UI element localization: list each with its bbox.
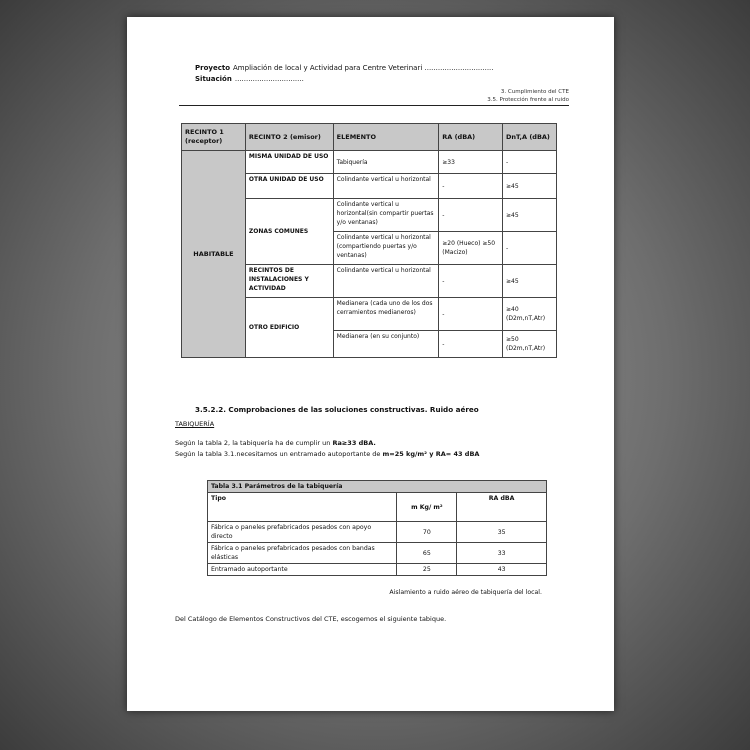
ra-cell: - [439, 298, 503, 331]
subsection-title: TABIQUERÍA [175, 420, 215, 428]
col-header-ra: RA (dBA) [439, 124, 503, 151]
dnt-cell: - [503, 151, 557, 174]
ra-cell: - [439, 265, 503, 298]
ra-cell: - [439, 331, 503, 358]
dnt-cell: ≥50 (D2m,nT,Atr) [503, 331, 557, 358]
tipo-cell: Entramado autoportante [208, 564, 397, 576]
situacion-value: ............................... [234, 75, 304, 83]
paragraph-bold: Ra≥33 dBA. [332, 439, 376, 447]
paragraph-requirement [175, 439, 376, 447]
proyecto-label: Proyecto [195, 64, 231, 72]
paragraph-bold: m=25 kg/m² y RA= 43 dBA [382, 450, 480, 458]
receptor-cell: HABITABLE [182, 151, 246, 358]
situacion-label: Situación [195, 75, 232, 83]
col-header-ra: RA dBA [457, 493, 547, 522]
section-header [487, 88, 569, 104]
col-header-recinto2: RECINTO 2 (emisor) [245, 124, 333, 151]
paragraph-text: Según la tabla 3.1.necesitamos un entramado autoportante de [175, 450, 383, 458]
subsection-label: 3.5. Protección frente al ruido [487, 97, 569, 103]
ra-cell: 35 [457, 522, 547, 543]
parameters-table [207, 480, 547, 576]
ra-cell: - [439, 174, 503, 199]
tipo-cell: Fábrica o paneles prefabricados pesados con apoyo directo [208, 522, 397, 543]
dnt-cell: ≥45 [503, 265, 557, 298]
ra-cell: - [439, 199, 503, 232]
emisor-cell: OTRA UNIDAD DE USO [245, 174, 333, 199]
col-header-recinto1: RECINTO 1 (receptor) [182, 124, 246, 151]
tipo-cell: Fábrica o paneles prefabricados pesados con bandas elásticas [208, 543, 397, 564]
header-rule [179, 105, 569, 106]
emisor-cell: ZONAS COMUNES [245, 199, 333, 265]
section-label: 3. Cumplimiento del CTE [500, 89, 569, 95]
ra-cell: 33 [457, 543, 547, 564]
table-row [208, 564, 547, 576]
table-footnote: Aislamiento a ruido aéreo de tabiquería del local. [389, 589, 542, 596]
m-cell: 25 [397, 564, 457, 576]
emisor-cell: MISMA UNIDAD DE USO [245, 151, 333, 174]
elemento-cell: Colindante vertical u horizontal [333, 174, 439, 199]
m-cell: 65 [397, 543, 457, 564]
ra-cell: ≥20 (Hueco) ≥50 (Macizo) [439, 232, 503, 265]
elemento-cell: Colindante vertical u horizontal [333, 265, 439, 298]
requirements-table [181, 123, 557, 358]
table-row [182, 151, 557, 174]
dnt-cell: ≥40 (D2m,nT,Atr) [503, 298, 557, 331]
elemento-cell: Colindante vertical u horizontal (compartiendo puertas y/o ventanas) [333, 232, 439, 265]
project-header [195, 63, 494, 85]
m-cell: 70 [397, 522, 457, 543]
col-header-m: m Kg/ m² [397, 493, 457, 522]
elemento-cell: Medianera (cada uno de los dos cerramientos medianeros) [333, 298, 439, 331]
col-header-dnt: DnT,A (dBA) [503, 124, 557, 151]
paragraph-text: Según la tabla 2, la tabiquería ha de cumplir un [175, 439, 333, 447]
section-title: 3.5.2.2. Comprobaciones de las soluciones constructivas. Ruido aéreo [195, 405, 479, 414]
table-row [208, 543, 547, 564]
table-caption: Tabla 3.1 Parámetros de la tabiquería [208, 481, 547, 493]
col-header-tipo: Tipo [208, 493, 397, 522]
elemento-cell: Medianera (en su conjunto) [333, 331, 439, 358]
dnt-cell: - [503, 232, 557, 265]
col-header-elemento: ELEMENTO [333, 124, 439, 151]
ra-cell: ≥33 [439, 151, 503, 174]
proyecto-value: Ampliación de local y Actividad para Centre Veterinari ............................... [233, 64, 494, 72]
paragraph-solution [175, 450, 479, 458]
dnt-cell: ≥45 [503, 174, 557, 199]
table-row [208, 522, 547, 543]
emisor-cell: OTRO EDIFICIO [245, 298, 333, 358]
emisor-cell: RECINTOS DE INSTALACIONES Y ACTIVIDAD [245, 265, 333, 298]
elemento-cell: Colindante vertical u horizontal(sin compartir puertas y/o ventanas) [333, 199, 439, 232]
closing-paragraph: Del Catálogo de Elementos Constructivos del CTE, escogemos el siguiente tabique. [175, 615, 447, 623]
document-page [127, 17, 614, 711]
elemento-cell: Tabiquería [333, 151, 439, 174]
ra-cell: 43 [457, 564, 547, 576]
dnt-cell: ≥45 [503, 199, 557, 232]
